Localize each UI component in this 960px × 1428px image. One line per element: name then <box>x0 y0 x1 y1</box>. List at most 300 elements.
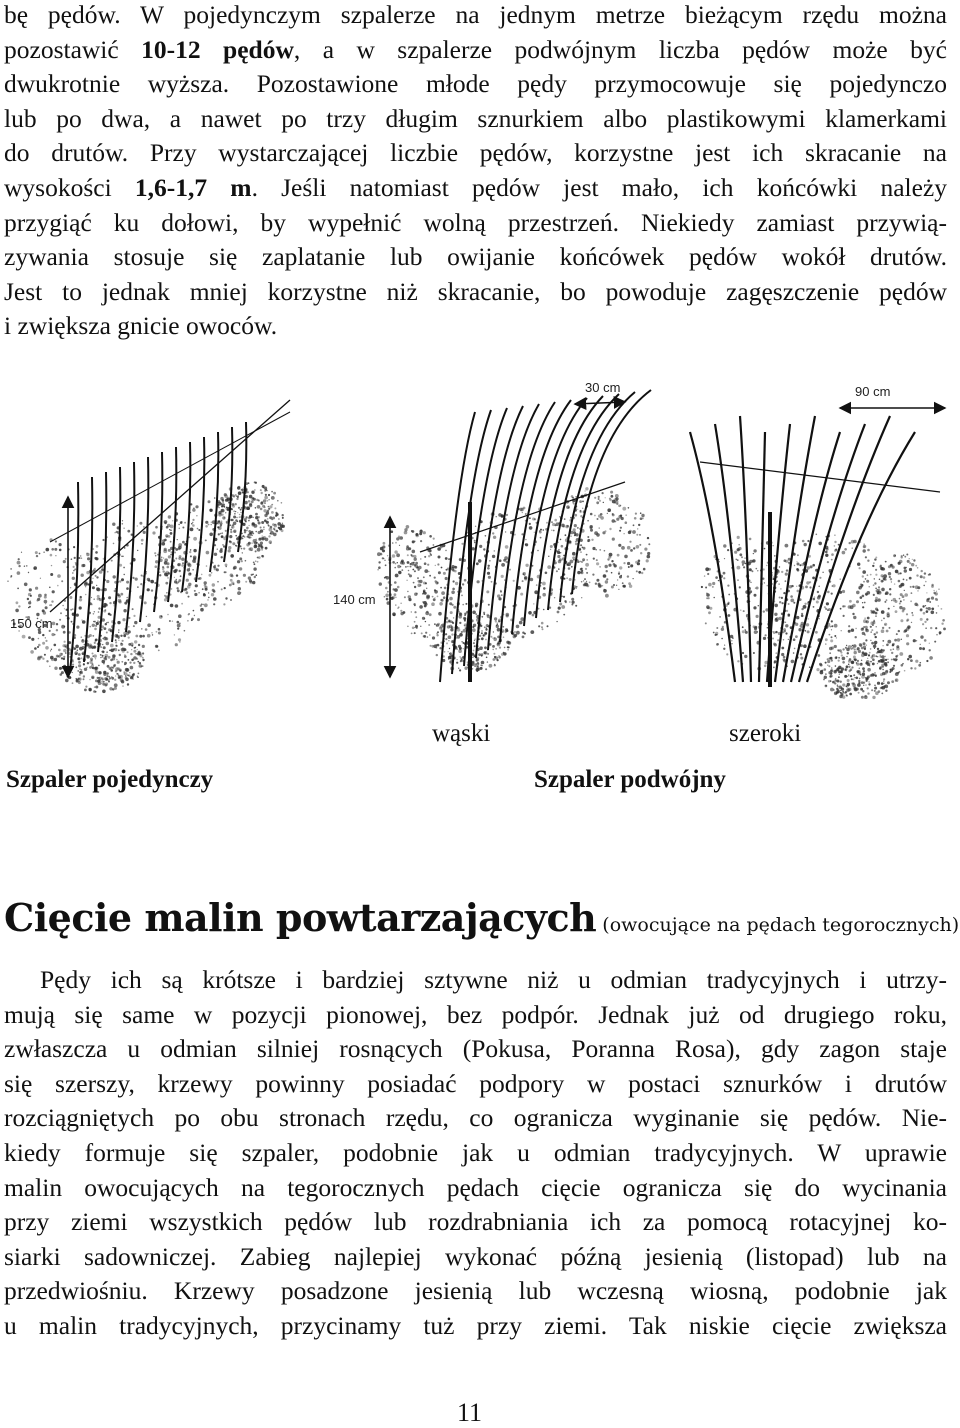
foliage-speck <box>585 487 588 490</box>
foliage-speck <box>814 596 815 597</box>
foliage-speck <box>35 587 38 590</box>
foliage-speck <box>727 603 729 605</box>
foliage-speck <box>842 657 846 661</box>
foliage-speck <box>444 587 447 590</box>
foliage-speck <box>445 557 448 560</box>
foliage-speck <box>508 646 510 648</box>
foliage-speck <box>616 585 617 586</box>
cane <box>112 467 120 642</box>
foliage-speck <box>864 544 865 545</box>
foliage-speck <box>73 566 75 568</box>
label-150cm: 150 cm <box>10 616 53 631</box>
foliage-speck <box>907 658 909 660</box>
foliage-speck <box>268 499 269 500</box>
foliage-speck <box>196 515 197 516</box>
foliage-speck <box>873 620 874 621</box>
foliage-speck <box>408 570 410 572</box>
foliage-speck <box>891 659 893 661</box>
foliage-speck <box>828 665 830 667</box>
foliage-speck <box>815 631 818 634</box>
foliage-speck <box>899 560 903 564</box>
foliage-speck <box>605 497 606 498</box>
foliage-speck <box>274 524 276 526</box>
foliage-speck <box>860 663 863 666</box>
foliage-speck <box>127 683 129 685</box>
foliage-speck <box>898 580 901 583</box>
foliage-speck <box>248 548 251 551</box>
foliage-speck <box>854 677 855 678</box>
foliage-speck <box>105 656 107 658</box>
foliage-speck <box>28 601 31 604</box>
foliage-speck <box>707 607 710 610</box>
foliage-speck <box>261 501 264 504</box>
foliage-speck <box>533 603 534 604</box>
foliage-speck <box>113 664 116 667</box>
foliage-speck <box>201 603 203 605</box>
foliage-speck <box>110 669 113 672</box>
foliage-speck <box>461 641 462 642</box>
foliage-speck <box>775 617 779 621</box>
foliage-speck <box>865 677 868 680</box>
foliage-speck <box>596 562 599 565</box>
foliage-speck <box>445 577 448 580</box>
foliage-speck <box>874 690 876 692</box>
foliage-speck <box>583 547 586 550</box>
foliage-speck <box>872 565 874 567</box>
bold-height: 1,6-1,7 m <box>134 172 252 202</box>
foliage-speck <box>111 560 113 562</box>
foliage-speck <box>485 629 487 631</box>
foliage-speck <box>723 648 725 650</box>
foliage-speck <box>921 570 923 572</box>
foliage-speck <box>395 563 397 565</box>
foliage-speck <box>825 685 828 688</box>
foliage-speck <box>899 598 901 600</box>
foliage-speck <box>434 623 436 625</box>
foliage-speck <box>922 647 925 650</box>
foliage-speck <box>209 533 213 537</box>
foliage-speck <box>385 594 389 598</box>
foliage-speck <box>721 628 724 631</box>
foliage-speck <box>541 626 543 628</box>
foliage-speck <box>785 544 789 548</box>
foliage-speck <box>28 572 29 573</box>
foliage-speck <box>261 537 264 540</box>
foliage-speck <box>831 646 834 649</box>
foliage-speck <box>121 578 124 581</box>
foliage-speck <box>193 537 197 541</box>
foliage-speck <box>586 554 588 556</box>
foliage-speck <box>856 591 860 595</box>
foliage-speck <box>98 671 101 674</box>
text-line: Pędy ich są krótsze i bardziej sztywne niż u odmian tradycyjnych i utrzy- <box>40 965 947 994</box>
foliage-speck <box>786 610 788 612</box>
foliage-speck <box>135 653 137 655</box>
foliage-speck <box>812 577 815 580</box>
foliage-speck <box>841 630 842 631</box>
foliage-speck <box>400 566 401 567</box>
foliage-speck <box>63 656 65 658</box>
foliage-speck <box>501 515 504 518</box>
foliage-speck <box>190 528 194 532</box>
foliage-speck <box>796 616 799 619</box>
foliage-speck <box>204 603 208 607</box>
foliage-speck <box>731 643 732 644</box>
foliage-speck <box>78 678 80 680</box>
foliage-speck <box>889 627 891 629</box>
foliage-speck <box>942 619 945 622</box>
foliage-speck <box>525 539 526 540</box>
foliage-speck <box>899 671 901 673</box>
foliage-speck <box>241 507 242 508</box>
foliage-speck <box>88 656 89 657</box>
foliage-speck <box>115 532 116 533</box>
foliage-speck <box>536 584 538 586</box>
foliage-speck <box>564 600 566 602</box>
foliage-speck <box>84 644 85 645</box>
foliage-speck <box>481 637 484 640</box>
foliage-speck <box>171 588 173 590</box>
foliage-speck <box>254 545 258 549</box>
foliage-speck <box>532 518 535 521</box>
foliage-speck <box>858 680 860 682</box>
foliage-speck <box>85 635 86 636</box>
foliage-speck <box>194 562 195 563</box>
foliage-speck <box>827 660 830 663</box>
foliage-speck <box>414 621 416 623</box>
foliage-speck <box>51 600 53 602</box>
foliage-speck <box>864 633 865 634</box>
foliage-speck <box>920 618 923 621</box>
foliage-speck <box>414 632 416 634</box>
foliage-speck <box>856 677 859 680</box>
foliage-speck <box>914 667 916 669</box>
foliage-speck <box>628 507 630 509</box>
foliage-speck <box>636 534 638 536</box>
foliage-speck <box>131 675 134 678</box>
foliage-speck <box>271 511 274 514</box>
foliage-speck <box>243 574 246 577</box>
foliage-speck <box>252 581 255 584</box>
foliage-speck <box>59 549 62 552</box>
foliage-speck <box>846 645 847 646</box>
foliage-speck <box>514 534 516 536</box>
foliage-speck <box>587 539 590 542</box>
foliage-speck <box>596 579 599 582</box>
foliage-speck <box>891 581 892 582</box>
foliage-speck <box>472 626 474 628</box>
foliage-speck <box>943 628 946 631</box>
foliage-speck <box>556 570 558 572</box>
foliage-speck <box>105 683 108 686</box>
foliage-speck <box>260 489 262 491</box>
foliage-speck <box>408 547 411 550</box>
foliage-speck <box>177 621 180 624</box>
foliage-speck <box>95 691 97 693</box>
foliage-speck <box>505 631 507 633</box>
text-line: mują się same w pozycji pionowej, bez podpór. Jednak już od drugiego roku, <box>4 999 947 1029</box>
foliage-speck <box>532 614 535 617</box>
foliage-speck <box>239 567 242 570</box>
foliage-speck <box>233 522 237 526</box>
foliage-speck <box>281 502 283 504</box>
foliage-speck <box>851 666 853 668</box>
foliage-speck <box>487 661 488 662</box>
foliage-speck <box>448 651 449 652</box>
foliage-speck <box>139 635 142 638</box>
foliage-speck <box>122 640 124 642</box>
foliage-speck <box>197 618 200 621</box>
foliage-speck <box>419 605 423 609</box>
foliage-speck <box>46 548 50 552</box>
foliage-speck <box>155 565 158 568</box>
text-line: kiedy formuje się szpaler, podobnie jak u odmian tradycyjnych. W uprawie <box>4 1137 947 1167</box>
foliage-speck <box>878 586 880 588</box>
foliage-speck <box>95 557 98 560</box>
foliage-speck <box>192 569 194 571</box>
foliage-speck <box>59 543 62 546</box>
foliage-speck <box>496 625 499 628</box>
foliage-speck <box>139 664 143 668</box>
foliage-speck <box>867 617 870 620</box>
foliage-speck <box>440 587 442 589</box>
foliage-speck <box>452 565 455 568</box>
foliage-speck <box>391 530 394 533</box>
foliage-speck <box>540 529 542 531</box>
foliage-speck <box>877 663 878 664</box>
foliage-speck <box>783 656 786 659</box>
foliage-speck <box>125 678 129 682</box>
foliage-speck <box>834 534 836 536</box>
foliage-speck <box>237 580 241 584</box>
foliage-speck <box>162 567 164 569</box>
foliage-speck <box>427 564 429 566</box>
foliage-speck <box>880 656 882 658</box>
foliage-speck <box>162 542 166 546</box>
foliage-speck <box>117 661 120 664</box>
foliage-speck <box>475 639 476 640</box>
foliage-speck <box>825 662 827 664</box>
foliage-speck <box>644 548 647 551</box>
foliage-speck <box>437 596 439 598</box>
foliage-speck <box>609 528 611 530</box>
foliage-speck <box>607 508 611 512</box>
foliage-speck <box>114 683 118 687</box>
foliage-speck <box>78 653 81 656</box>
foliage-speck <box>119 669 122 672</box>
foliage-speck <box>889 593 891 595</box>
foliage-speck <box>143 531 146 534</box>
foliage-speck <box>194 590 196 592</box>
foliage-speck <box>221 532 223 534</box>
foliage-speck <box>575 514 578 517</box>
foliage-speck <box>718 580 719 581</box>
foliage-speck <box>627 562 630 565</box>
foliage-speck <box>28 636 31 639</box>
foliage-speck <box>176 582 179 585</box>
foliage-speck <box>186 579 189 582</box>
foliage-speck <box>498 655 499 656</box>
foliage-speck <box>493 631 494 632</box>
foliage-speck <box>501 575 504 578</box>
foliage-speck <box>264 506 266 508</box>
foliage-speck <box>848 630 851 633</box>
foliage-speck <box>779 566 780 567</box>
foliage-speck <box>175 558 177 560</box>
foliage-speck <box>74 648 76 650</box>
foliage-speck <box>543 587 546 590</box>
foliage-speck <box>581 571 584 574</box>
foliage-speck <box>218 533 220 535</box>
foliage-speck <box>812 564 815 567</box>
foliage-speck <box>831 593 833 595</box>
foliage-speck <box>459 613 462 616</box>
foliage-speck <box>178 614 182 618</box>
foliage-speck <box>742 564 744 566</box>
foliage-speck <box>501 563 505 567</box>
foliage-speck <box>881 666 884 669</box>
foliage-speck <box>116 531 118 533</box>
foliage-speck <box>499 647 501 649</box>
foliage-speck <box>635 513 637 515</box>
foliage-speck <box>808 618 809 619</box>
foliage-speck <box>455 582 458 585</box>
foliage-speck <box>794 565 795 566</box>
foliage-speck <box>155 555 157 557</box>
foliage-speck <box>205 540 206 541</box>
foliage-speck <box>266 521 269 524</box>
foliage-speck <box>477 580 480 583</box>
foliage-speck <box>379 582 382 585</box>
foliage-speck <box>525 564 528 567</box>
foliage-speck <box>827 591 830 594</box>
foliage-speck <box>606 570 608 572</box>
foliage-speck <box>39 553 41 555</box>
foliage-speck <box>899 603 901 605</box>
foliage-speck <box>181 603 183 605</box>
foliage-speck <box>239 514 241 516</box>
foliage-speck <box>872 612 874 614</box>
foliage-speck <box>26 565 28 567</box>
foliage-speck <box>463 648 464 649</box>
foliage-speck <box>451 626 454 629</box>
foliage-speck <box>239 516 241 518</box>
foliage-speck <box>459 622 461 624</box>
foliage-speck <box>866 645 867 646</box>
foliage-speck <box>111 666 113 668</box>
foliage-speck <box>118 649 120 651</box>
foliage-speck <box>234 513 236 515</box>
foliage-speck <box>553 530 555 532</box>
foliage-speck <box>92 647 94 649</box>
foliage-speck <box>482 665 483 666</box>
text-line: przy ziemi wszystkich pędów lub rozdrabniania ich za pomocą rotacyjnej ko- <box>4 1207 947 1237</box>
foliage-speck <box>776 580 778 582</box>
foliage-speck <box>100 657 101 658</box>
foliage-speck <box>786 569 788 571</box>
foliage-speck <box>54 644 57 647</box>
foliage-speck <box>826 548 829 551</box>
foliage-speck <box>810 628 811 629</box>
foliage-speck <box>137 649 138 650</box>
foliage-speck <box>487 572 490 575</box>
foliage-speck <box>909 568 912 571</box>
foliage-speck <box>102 539 104 541</box>
foliage-speck <box>77 670 79 672</box>
foliage-speck <box>731 640 733 642</box>
foliage-speck <box>89 666 92 669</box>
trellis-wire <box>50 412 290 542</box>
foliage-speck <box>899 652 903 656</box>
foliage-speck <box>431 602 435 606</box>
foliage-speck <box>831 667 833 669</box>
foliage-speck <box>881 588 885 592</box>
foliage-speck <box>552 523 555 526</box>
foliage-speck <box>909 562 911 564</box>
foliage-speck <box>51 548 54 551</box>
foliage-speck <box>244 518 247 521</box>
foliage-speck <box>861 696 864 699</box>
foliage-speck <box>450 620 453 623</box>
foliage-speck <box>909 558 910 559</box>
foliage-speck <box>448 640 449 641</box>
foliage-speck <box>638 524 640 526</box>
foliage-speck <box>855 628 856 629</box>
foliage-speck <box>516 631 520 635</box>
foliage-speck <box>911 622 912 623</box>
foliage-speck <box>548 556 549 557</box>
foliage-speck <box>615 521 617 523</box>
foliage-speck <box>861 647 864 650</box>
foliage-speck <box>264 503 265 504</box>
foliage-speck <box>861 597 862 598</box>
foliage-speck <box>831 559 833 561</box>
foliage-speck <box>853 644 857 648</box>
foliage-speck <box>147 634 151 638</box>
foliage-speck <box>420 558 421 559</box>
foliage-speck <box>572 601 575 604</box>
foliage-speck <box>858 650 861 653</box>
foliage-speck <box>581 561 583 563</box>
foliage-speck <box>167 572 170 575</box>
foliage-speck <box>90 626 92 628</box>
foliage-speck <box>875 588 877 590</box>
foliage-speck <box>507 649 509 651</box>
foliage-speck <box>872 655 874 657</box>
foliage-speck <box>931 597 934 600</box>
foliage-speck <box>423 635 426 638</box>
foliage-speck <box>639 534 641 536</box>
foliage-speck <box>75 645 79 649</box>
foliage-speck <box>597 518 599 520</box>
foliage-speck <box>882 580 884 582</box>
foliage-speck <box>104 677 108 681</box>
foliage-speck <box>539 530 540 531</box>
foliage-speck <box>838 676 840 678</box>
foliage-speck <box>910 667 912 669</box>
foliage-speck <box>386 576 390 580</box>
foliage-speck <box>781 647 784 650</box>
foliage-speck <box>95 575 97 577</box>
foliage-speck <box>723 544 726 547</box>
foliage-speck <box>844 548 847 551</box>
foliage-speck <box>133 625 135 627</box>
foliage-speck <box>484 626 486 628</box>
foliage-speck <box>785 580 787 582</box>
foliage-speck <box>790 599 794 603</box>
foliage-speck <box>789 585 792 588</box>
foliage-speck <box>464 613 466 615</box>
